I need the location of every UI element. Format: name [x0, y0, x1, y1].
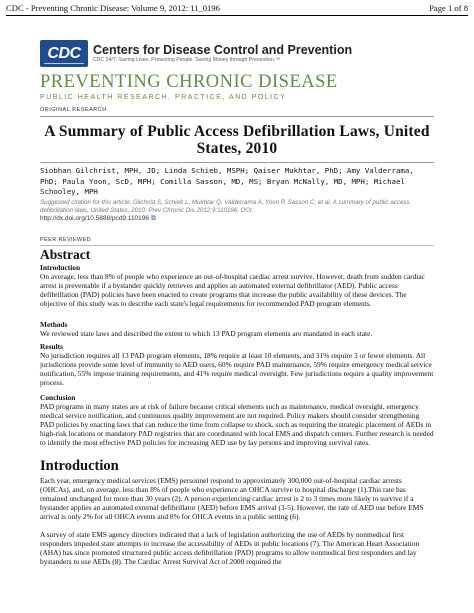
abstract-heading: Abstract	[40, 247, 91, 262]
suggested-citation: Suggested citation for this article: Gilchrist S, Schieb L, Mukhtar Q, Valderrama A, Yoon P, Sasson C, et al. A summary of public access defibrillation laws, United States, 2010. Prev Chronic Dis 2012;9:110196. DOI:	[40, 199, 410, 214]
doi-line	[40, 215, 156, 223]
page-number: Page 1 of 8	[429, 3, 468, 13]
running-header	[6, 2, 468, 14]
divider	[40, 162, 434, 163]
abstract-methods-text: We reviewed state laws and described the extent to which 13 PAD program elements are mandated in each state.	[40, 329, 373, 338]
divider	[40, 116, 434, 117]
peer-reviewed-label: PEER REVIEWED	[40, 237, 92, 243]
org-name: Centers for Disease Control and Prevention	[93, 43, 353, 57]
cdc-masthead	[40, 40, 352, 67]
running-header-left: CDC - Preventing Chronic Disease: Volume 9, 2012: 11_0196	[6, 3, 220, 13]
journal-subtitle: PUBLIC HEALTH RESEARCH, PRACTICE, AND POLICY	[40, 94, 287, 101]
external-link-icon[interactable]: ⧉	[150, 215, 156, 222]
author-list: Siobhan Gilchrist, MPH, JD; Linda Schieb, MSPH; Qaiser Mukhtar, PhD; Amy Valderrama, PhD; Paula Yoon, ScD, MPH; Comilla Sasson, MD, MS; Bryan McNally, MD, MPH; Michael Schooley, MPH	[40, 166, 414, 196]
abstract-results-text: No jurisdiction requires all 13 PAD program elements, 18% require at least 10 elements, and 31% require 3 or fewer elements. All jurisdictions provide some level of immunity to AED users, 60% require PAD maintenance, 59% require emergency medical service notification, 55% impose training requirements, and 41% require medical oversight. Few jurisdictions require a quality improvement process.	[40, 351, 434, 387]
doi-link[interactable]: http://dx.doi.org/10.5888/pcd9.110196	[40, 215, 150, 222]
article-type-label: ORIGINAL RESEARCH	[40, 107, 107, 113]
abstract-conclusion-text: PAD programs in many states are at risk of failure because critical elements such as maintenance, medical oversight, emergency medical service notification, and continuous quality improvement are not required. Policy makers should consider strengthening PAD policies by enacting laws that can reduce the time from collapse to shock, such as requiring the strategic placement of AEDs in high-risk locations or mandatory PAD registries that are coordinated with local EMS and dispatch centers. Further research is needed to identify the most effective PAD policies for increasing AED use by lay persons and improving survival rates.	[40, 402, 434, 447]
introduction-paragraph: Each year, emergency medical services (EMS) personnel respond to approximately 300,000 out-of-hospital cardiac arrests (OHCAs), and, on average, less than 8% of people who experience an OHCA survive to hospital discharge (1).This rate has remained unchanged for more than 30 years (2). A person experiencing cardiac arrest is 2 to 3 times more likely to survive if a bystander applies an automated external defibrillator (AED) before EMS arrival (3-5). However, the rate of AED use before EMS arrival is only 2% for all OHCA events and 8% for OHCA events in a public setting (6).	[40, 476, 424, 521]
cdc-logo[interactable]: CDC	[40, 40, 88, 67]
org-tagline: CDC 24/7: Saving Lives. Protecting People. Saving Money through Prevention.™	[93, 57, 281, 63]
abstract-introduction-heading: Introduction	[40, 263, 81, 272]
introduction-heading: Introduction	[40, 458, 119, 474]
abstract-methods-heading: Methods	[40, 320, 68, 329]
abstract-results-heading: Results	[40, 342, 63, 351]
header-divider	[6, 15, 468, 16]
abstract-introduction-text: On average, less than 8% of people who experience an out-of-hospital cardiac arrest survive. However, death from sudden cardiac arrest is preventable if a bystander quickly retrieves and applies an automated external defibrillator (AED). Public access defibrillation (PAD) policies have been enacted to create programs that increase the public availability of these devices. The objective of this study was to describe each state's legal requirements for recommended PAD program elements.	[40, 272, 425, 308]
abstract-conclusion-heading: Conclusion	[40, 393, 76, 402]
journal-title[interactable]: PREVENTING CHRONIC DISEASE	[40, 72, 338, 92]
divider	[40, 245, 434, 246]
article-title: A Summary of Public Access Defibrillation Laws, United States, 2010	[44, 123, 430, 157]
introduction-paragraph: A survey of state EMS agency directors indicated that a lack of legislation authorizing the use of AEDs by nonmedical first responders impeded state attempts to increase the accessibility of AEDs in public locations (7). The American Heart Association (AHA) has since promoted structured public access defibrillation (PAD) programs to allow nonmedical first responders and lay bystanders to use AEDs (8). The Cardiac Arrest Survival Act of 2000 required the	[40, 530, 420, 566]
